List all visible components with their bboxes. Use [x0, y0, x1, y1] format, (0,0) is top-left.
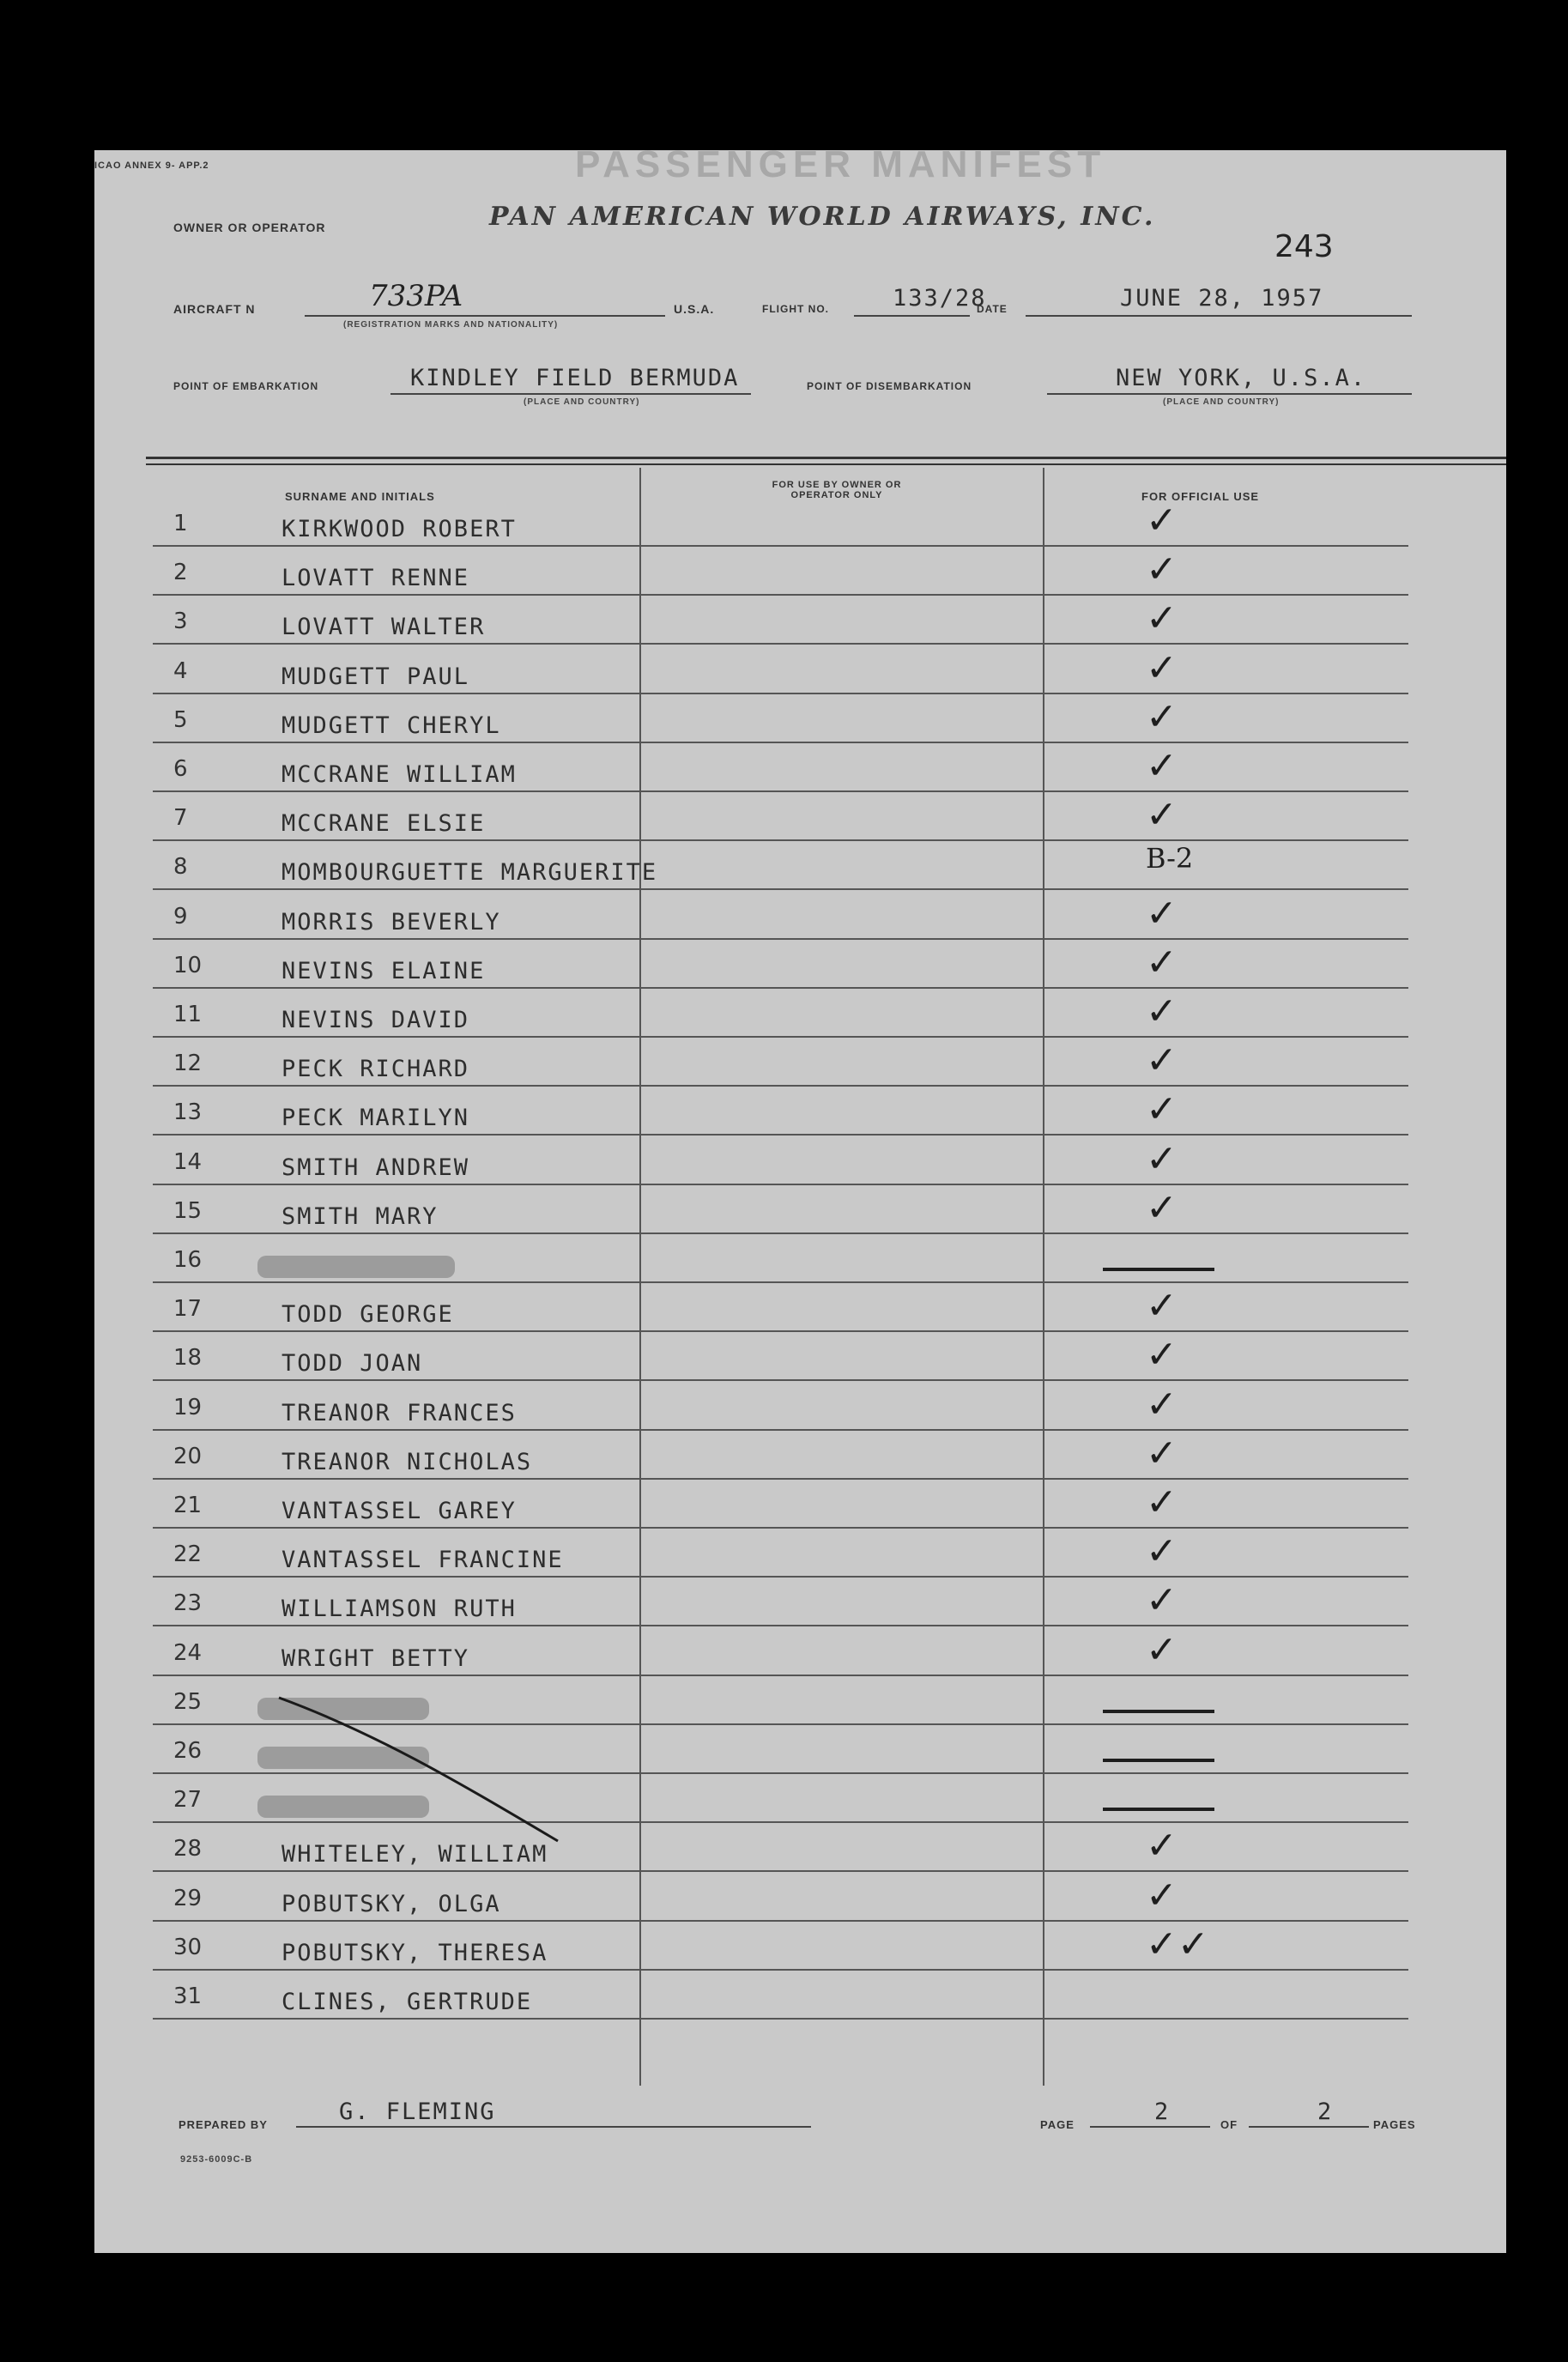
official-check-mark: ✓: [1146, 1039, 1178, 1083]
row-rule: [153, 1036, 1408, 1038]
passenger-name: POBUTSKY, OLGA: [282, 1890, 501, 1917]
row-number: 17: [173, 1296, 203, 1323]
date-value: JUNE 28, 1957: [1120, 285, 1324, 312]
sheet-number: 243: [1274, 229, 1334, 264]
row-rule: [153, 1085, 1408, 1087]
form-reference: ICAO ANNEX 9- APP.2: [94, 160, 209, 171]
official-check-mark: ✓: [1146, 548, 1178, 592]
struck-out-entry: [257, 1256, 455, 1278]
row-rule: [153, 1184, 1408, 1185]
embark-value: KINDLEY FIELD BERMUDA: [410, 365, 740, 391]
row-number: 30: [173, 1934, 203, 1960]
official-check-mark: ✓: [1146, 597, 1178, 641]
row-rule: [153, 1478, 1408, 1480]
passenger-name: KIRKWOOD ROBERT: [282, 516, 517, 542]
row-number: 3: [173, 609, 188, 635]
official-check-mark: ✓: [1146, 940, 1178, 984]
row-number: 16: [173, 1247, 203, 1273]
row-rule: [153, 1281, 1408, 1283]
passenger-name: MOMBOURGUETTE MARGUERITE: [282, 859, 658, 887]
table-top-rule: [146, 457, 1506, 459]
cancellation-line: [279, 1698, 558, 1841]
row-number: 11: [173, 1002, 203, 1027]
row-rule: [153, 1969, 1408, 1971]
flight-label: FLIGHT NO.: [762, 303, 829, 315]
row-number: 27: [173, 1787, 203, 1814]
official-check-mark: ✓: [1146, 793, 1178, 838]
passenger-name: TREANOR NICHOLAS: [282, 1448, 533, 1475]
prepared-label: PREPARED BY: [179, 2118, 268, 2131]
row-rule: [153, 1134, 1408, 1136]
row-number: 21: [173, 1493, 203, 1518]
passenger-name: LOVATT WALTER: [282, 614, 486, 641]
disembark-sublabel: (PLACE AND COUNTRY): [1163, 397, 1280, 407]
row-number: 14: [173, 1148, 203, 1175]
row-rule: [153, 1379, 1408, 1381]
aircraft-sublabel: (REGISTRATION MARKS AND NATIONALITY): [343, 320, 559, 330]
of-underline: [1249, 2126, 1369, 2128]
row-number: 28: [173, 1836, 203, 1862]
passenger-name: MUDGETT PAUL: [282, 663, 470, 690]
row-rule: [153, 938, 1408, 940]
official-check-mark: B-2: [1146, 842, 1194, 875]
row-number: 13: [173, 1099, 203, 1126]
column-divider-2: [1043, 468, 1044, 2086]
official-check-mark: ✓: [1146, 1431, 1178, 1475]
passenger-name: WILLIAMSON RUTH: [282, 1596, 517, 1623]
prepared-underline: [296, 2126, 811, 2128]
passenger-name: TODD GEORGE: [282, 1301, 454, 1329]
embark-label: POINT OF EMBARKATION: [173, 380, 319, 392]
row-number: 6: [173, 756, 188, 782]
official-check-mark: ✓: [1146, 1578, 1178, 1623]
row-number: 10: [173, 952, 203, 978]
row-rule: [153, 1576, 1408, 1578]
row-number: 19: [173, 1394, 203, 1420]
passenger-name: MCCRANE ELSIE: [282, 810, 486, 838]
page-label: PAGE: [1040, 2118, 1075, 2131]
manifest-title: PASSENGER MANIFEST: [575, 143, 1106, 185]
row-rule: [153, 643, 1408, 645]
row-rule: [153, 987, 1408, 989]
official-check-mark: ✓✓: [1146, 1922, 1209, 1966]
row-rule: [153, 790, 1408, 792]
official-check-mark: ✓: [1146, 1382, 1178, 1426]
row-number: 5: [173, 706, 188, 733]
passenger-name: SMITH MARY: [282, 1202, 439, 1230]
prepared-value: G. FLEMING: [339, 2099, 496, 2125]
row-number: 15: [173, 1197, 203, 1224]
row-number: 25: [173, 1688, 203, 1715]
passenger-name: PECK RICHARD: [282, 1056, 470, 1083]
row-number: 24: [173, 1639, 203, 1666]
embark-underline: [390, 393, 751, 395]
manifest-sheet: [94, 143, 1506, 2253]
passenger-name: VANTASSEL GAREY: [282, 1498, 517, 1524]
page-value: 2: [1154, 2099, 1171, 2125]
table-top-rule-2: [146, 463, 1506, 465]
owner-label: OWNER OR OPERATOR: [173, 221, 326, 234]
passenger-name: NEVINS ELAINE: [282, 957, 486, 984]
cancellation-stroke: [275, 1691, 704, 1862]
embark-sublabel: (PLACE AND COUNTRY): [524, 397, 640, 407]
row-rule: [153, 693, 1408, 694]
of-label: OF: [1220, 2118, 1238, 2131]
usa-label: U.S.A.: [674, 302, 715, 316]
row-number: 1: [173, 511, 188, 536]
row-rule: [153, 1675, 1408, 1676]
official-check-mark: ✓: [1146, 744, 1178, 788]
official-check-mark: ✓: [1146, 694, 1178, 739]
page-underline: [1090, 2126, 1210, 2128]
row-number: 31: [173, 1983, 203, 2009]
row-number: 18: [173, 1345, 203, 1372]
official-check-mark: ✓: [1146, 1087, 1178, 1132]
passenger-name: CLINES, GERTRUDE: [282, 1989, 533, 2015]
row-rule: [153, 742, 1408, 743]
passenger-name: TREANOR FRANCES: [282, 1399, 517, 1426]
row-rule: [153, 1330, 1408, 1332]
col-owner-header: FOR USE BY OWNER OR OPERATOR ONLY: [772, 480, 902, 500]
row-number: 7: [173, 805, 188, 832]
official-dash-mark: [1103, 1808, 1214, 1811]
date-label: DATE: [977, 303, 1008, 315]
row-number: 22: [173, 1541, 203, 1568]
row-rule: [153, 1527, 1408, 1529]
passenger-name: VANTASSEL FRANCINE: [282, 1547, 564, 1574]
row-number: 8: [173, 854, 188, 881]
official-check-mark: ✓: [1146, 1529, 1178, 1574]
row-number: 20: [173, 1443, 203, 1469]
passenger-name: SMITH ANDREW: [282, 1154, 470, 1181]
owner-value: PAN AMERICAN WORLD AIRWAYS, INC.: [489, 202, 1156, 232]
row-rule: [153, 888, 1408, 890]
official-check-mark: ✓: [1146, 1333, 1178, 1378]
passenger-name: TODD JOAN: [282, 1350, 423, 1378]
row-rule: [153, 1625, 1408, 1626]
row-rule: [153, 839, 1408, 841]
passenger-name: WRIGHT BETTY: [282, 1644, 470, 1672]
official-check-mark: ✓: [1146, 499, 1178, 542]
row-rule: [153, 1232, 1408, 1234]
passenger-name: POBUTSKY, THERESA: [282, 1939, 548, 1966]
disembark-value: NEW YORK, U.S.A.: [1116, 365, 1367, 391]
official-check-mark: ✓: [1146, 1136, 1178, 1181]
row-number: 9: [173, 903, 188, 930]
row-rule: [153, 545, 1408, 547]
form-number: 9253-6009C-B: [180, 2154, 253, 2165]
row-number: 4: [173, 657, 188, 684]
date-underline: [1026, 315, 1412, 317]
official-dash-mark: [1103, 1268, 1214, 1271]
flight-value: 133/28: [893, 285, 987, 312]
pages-label: PAGES: [1373, 2118, 1416, 2131]
passenger-name: WHITELEY, WILLIAM: [282, 1841, 548, 1868]
row-number: 26: [173, 1738, 203, 1764]
row-rule: [153, 2018, 1408, 2020]
official-check-mark: ✓: [1146, 1873, 1178, 1917]
aircraft-value: 733PA: [369, 279, 463, 313]
passenger-name: PECK MARILYN: [282, 1105, 470, 1132]
row-rule: [153, 594, 1408, 596]
row-number: 23: [173, 1590, 203, 1617]
official-check-mark: ✓: [1146, 1824, 1178, 1868]
aircraft-label: AIRCRAFT N: [173, 302, 256, 316]
row-number: 29: [173, 1885, 203, 1911]
passenger-name: MCCRANE WILLIAM: [282, 761, 517, 788]
row-rule: [153, 1920, 1408, 1922]
official-check-mark: ✓: [1146, 891, 1178, 936]
passenger-name: LOVATT RENNE: [282, 565, 470, 592]
passenger-name: MORRIS BEVERLY: [282, 908, 501, 936]
official-check-mark: ✓: [1146, 645, 1178, 690]
disembark-underline: [1047, 393, 1412, 395]
row-number: 2: [173, 560, 188, 586]
row-rule: [153, 1429, 1408, 1431]
official-dash-mark: [1103, 1710, 1214, 1713]
passenger-name: NEVINS DAVID: [282, 1007, 470, 1033]
official-check-mark: ✓: [1146, 1185, 1178, 1230]
official-dash-mark: [1103, 1759, 1214, 1762]
flight-underline: [854, 315, 970, 317]
official-check-mark: ✓: [1146, 1284, 1178, 1329]
official-check-mark: ✓: [1146, 1481, 1178, 1524]
passenger-name: MUDGETT CHERYL: [282, 712, 501, 739]
col-surname-header: SURNAME AND INITIALS: [285, 490, 435, 503]
official-check-mark: ✓: [1146, 990, 1178, 1033]
official-check-mark: ✓: [1146, 1627, 1178, 1672]
row-rule: [153, 1870, 1408, 1872]
aircraft-underline: [305, 315, 665, 317]
disembark-label: POINT OF DISEMBARKATION: [807, 380, 972, 392]
col-official-header: FOR OFFICIAL USE: [1141, 490, 1260, 503]
row-number: 12: [173, 1051, 203, 1077]
of-value: 2: [1317, 2099, 1334, 2125]
